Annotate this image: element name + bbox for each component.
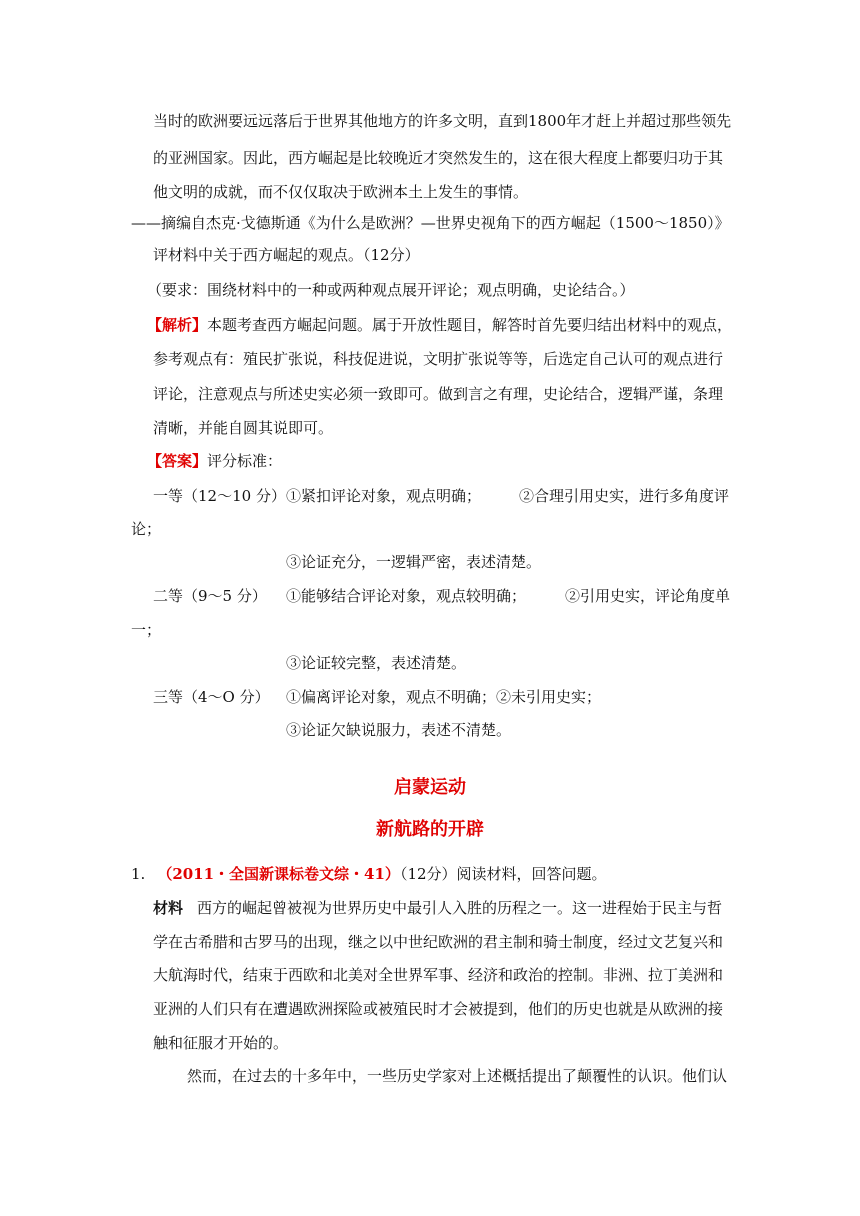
grade2-criterion: ②引用史实，评论角度单	[565, 587, 731, 605]
grade1-criterion: ②合理引用史实，进行多角度评	[519, 487, 730, 505]
question-prompt: （12分）阅读材料，回答问题。	[399, 865, 607, 883]
grade3-criterion: ①偏离评论对象，观点不明确；②未引用史实；	[286, 688, 602, 706]
source-citation: ——摘编自杰克·戈德斯通《为什么是欧洲？—世界史视角下的西方崛起（1500～1850）》	[131, 214, 730, 232]
material-label: 材料	[153, 899, 184, 917]
material-line: 触和征服才开始的。	[153, 1034, 289, 1052]
grade1-level: 一等（12～10 分）	[153, 487, 286, 505]
material-line: 学在古希腊和古罗马的出现，继之以中世纪欧洲的君主制和骑士制度，经过文艺复兴和	[153, 933, 724, 951]
analysis-line: 【解析】本题考查西方崛起问题。属于开放性题目，解答时首先要归结出材料中的观点，	[147, 316, 733, 334]
paragraph-line: 的亚洲国家。因此，西方崛起是比较晚近才突然发生的，这在很大程度上都要归功于其	[153, 149, 724, 167]
question-header	[131, 864, 607, 884]
grade2-criterion: ①能够结合评论对象，观点较明确；	[286, 587, 527, 605]
grade2-level: 二等（9～5 分）	[153, 587, 267, 605]
material-line: 亚洲的人们只有在遭遇欧洲探险或被殖民时才会被提到，他们的历史也就是从欧洲的接	[153, 1000, 724, 1018]
paragraph-line: 当时的欧洲要远远落后于世界其他地方的许多文明，直到1800年才赶上并超过那些领先	[153, 112, 732, 130]
answer-line: 【答案】评分标准：	[147, 452, 283, 470]
paragraph-line: 他文明的成就，而不仅仅取决于欧洲本土上发生的事情。	[153, 183, 529, 201]
grade2-criterion: ③论证较完整，表述清楚。	[286, 654, 467, 672]
grade1-criterion: ①紧扣评论对象，观点明确；	[286, 487, 482, 505]
analysis-line: 评论，注意观点与所述史实必须一致即可。做到言之有理，史论结合，逻辑严谨，条理	[153, 385, 724, 403]
analysis-tag: 【解析】	[147, 316, 208, 334]
analysis-line: 参考观点有：殖民扩张说，科技促进说，文明扩张说等等，后选定自己认可的观点进行	[153, 350, 724, 368]
material-line: 材料 西方的崛起曾被视为世界历史中最引人入胜的历程之一。这一进程始于民主与哲	[153, 899, 723, 917]
requirement-text: （要求：围绕材料中的一种或两种观点展开评论；观点明确，史论结合。）	[147, 281, 635, 299]
material-line: 大航海时代，结束于西欧和北美对全世界军事、经济和政治的控制。非洲、拉丁美洲和	[153, 966, 724, 984]
grade3-criterion: ③论证欠缺说服力，表述不清楚。	[286, 721, 512, 739]
grade1-criterion-wrap: 论；	[131, 520, 162, 538]
question-number: 1.	[131, 865, 146, 883]
section-title: 启蒙运动	[394, 777, 466, 798]
answer-tag: 【答案】	[147, 452, 208, 470]
grade1-criterion: ③论证充分，一逻辑严密，表述清楚。	[286, 553, 542, 571]
material-paragraph: 然而，在过去的十多年中，一些历史学家对上述概括提出了颠覆性的认识。他们认	[187, 1067, 728, 1085]
grade3-level: 三等（4～O 分）	[153, 688, 270, 706]
analysis-line: 清晰，并能自圆其说即可。	[153, 419, 334, 437]
section-subtitle: 新航路的开辟	[376, 819, 484, 840]
question-text: 评材料中关于西方崛起的观点。（12分）	[153, 246, 420, 264]
grade2-criterion-wrap: 一；	[131, 621, 162, 639]
question-source: （2011・全国新课标卷文综・41）	[157, 865, 400, 883]
